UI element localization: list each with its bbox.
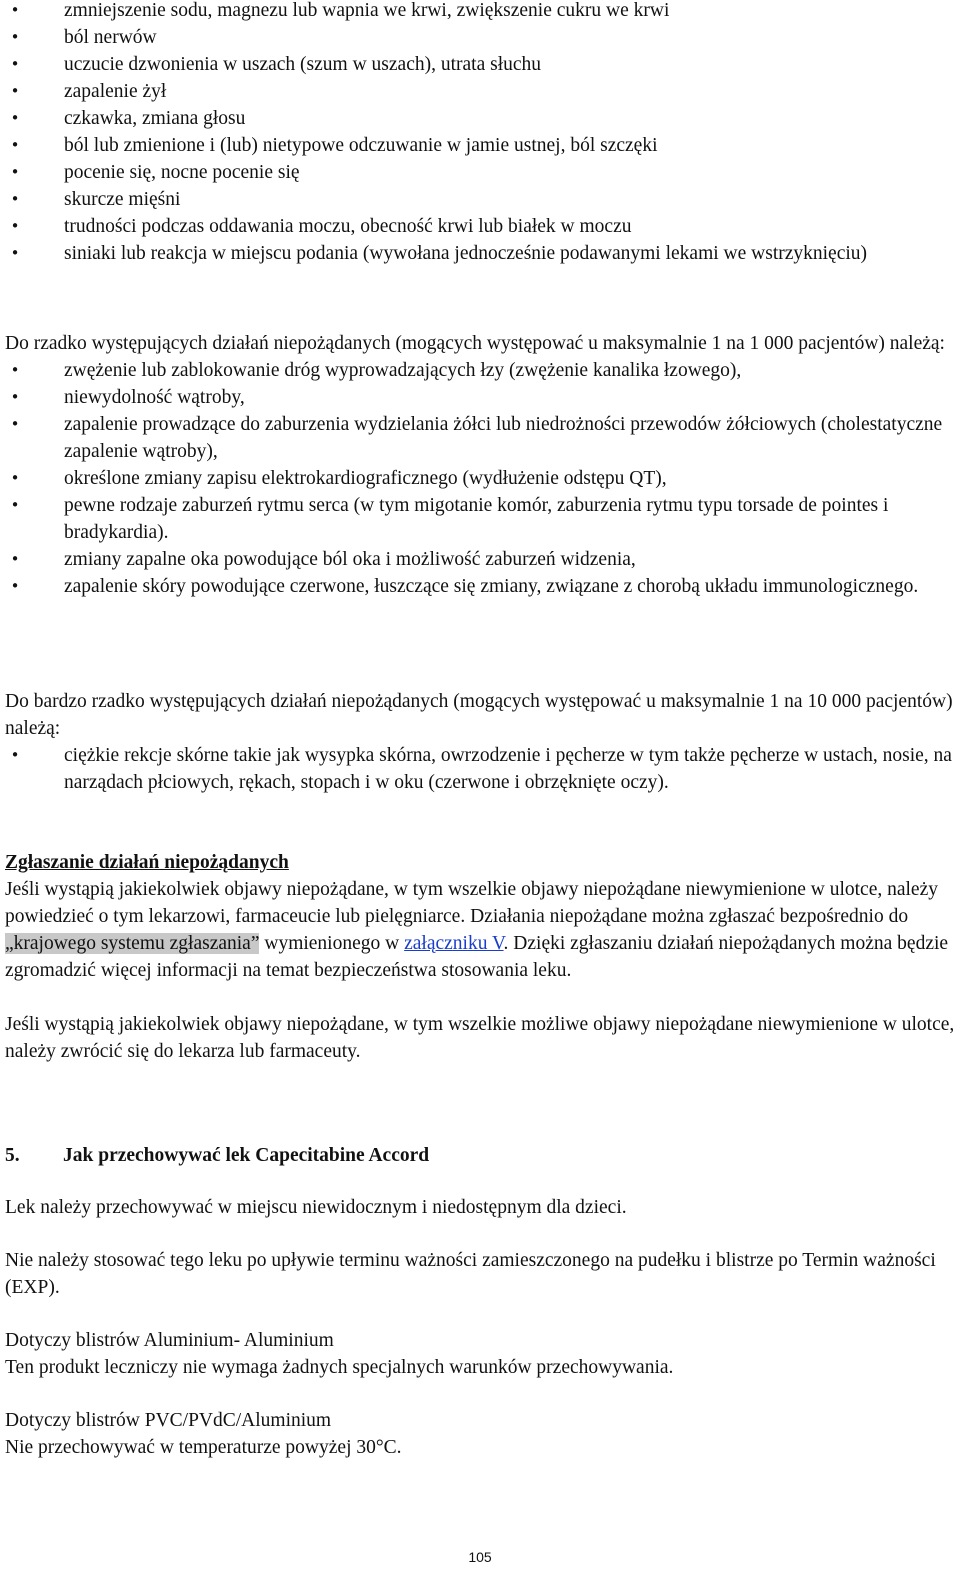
list-item [5,384,957,411]
section-5-title: Jak przechowywać lek Capecitabine Accord [63,1145,430,1166]
list-item-text: zwężenie lub zablokowanie dróg wyprowadzających łzy (zwężenie kanalika łzowego), [64,360,742,381]
bullet-icon: • [10,28,20,46]
bullet-icon: • [10,82,20,100]
list-item-text: zapalenie żył [64,81,167,102]
reporting-text-3: wymienionego w [259,933,405,954]
list-item-text: czkawka, zmiana głosu [64,108,246,129]
list-item [5,0,957,24]
list-item [5,186,957,213]
storage-paragraph-1: Lek należy przechowywać w miejscu niewidocznym i niedostępnym dla dzieci. [5,1197,627,1218]
bullet-icon: • [10,388,20,406]
list-item-text: ból lub zmienione i (lub) nietypowe odczuwanie w jamie ustnej, ból szczęki [64,135,658,156]
bullet-icon: • [10,746,20,764]
bullet-icon: • [10,496,20,514]
list-item [5,78,957,105]
list-item [5,492,957,546]
bullet-icon: • [10,109,20,127]
blister-alu-heading: Dotyczy blistrów Aluminium- Aluminium [5,1330,334,1351]
list-item-text: zmniejszenie sodu, magnezu lub wapnia we krwi, zwiększenie cukru we krwi [64,0,670,21]
list-item [5,24,957,51]
list-item [5,742,957,796]
list-item-text: zapalenie prowadzące do zaburzenia wydzielania żółci lub niedrożności przewodów żółciowych (cholestatyczne zapalenie wątroby), [64,414,943,462]
list-item [5,411,957,465]
reporting-paragraph [5,876,957,984]
list-item [5,51,957,78]
section-5 [5,1142,957,1461]
very-rare-side-effects-section [5,688,957,796]
list-item-text: uczucie dzwonienia w uszach (szum w uszach), utrata słuchu [64,54,542,75]
bullet-icon: • [10,361,20,379]
reporting-paragraph-2: Jeśli wystąpią jakiekolwiek objawy niepożądane, w tym wszelkie możliwe objawy niepożądane niewymienione w ulotce, należy zwrócić się do lekarza lub farmaceuty. [5,1014,955,1062]
list-item-text: ból nerwów [64,27,157,48]
section-5-heading [5,1142,957,1169]
list-item-text: pocenie się, nocne pocenie się [64,162,300,183]
list-item-text: trudności podczas oddawania moczu, obecność krwi lub białek w moczu [64,216,632,237]
reporting-text-4: . Dzięki zgłaszaniu działań niepożądanych można będzie zgromadzić więcej informacji na temat bezpieczeństwa stosowania leku. [5,933,949,981]
bullet-icon: • [10,550,20,568]
list-item-text: siniaki lub reakcja w miejscu podania (wywołana jednocześnie podawanymi lekami we wstrzyknięciu) [64,243,868,264]
list-item [5,159,957,186]
list-item-text: zapalenie skóry powodujące czerwone, łuszczące się zmiany, związane z chorobą układu immunologicznego. [64,576,919,597]
bullet-icon: • [10,469,20,487]
bullet-icon: • [10,55,20,73]
reporting-section [5,849,957,1065]
blister-pvc-text: Nie przechowywać w temperaturze powyżej 30°C. [5,1437,402,1458]
list-item-text: skurcze mięśni [64,189,181,210]
list-item [5,573,957,600]
list-item-text: zmiany zapalne oka powodujące ból oka i możliwość zaburzeń widzenia, [64,549,636,570]
bullet-icon: • [10,577,20,595]
reporting-heading: Zgłaszanie działań niepożądanych [5,852,289,873]
rare-side-effects-section [5,330,957,600]
bullet-icon: • [10,244,20,262]
bullet-icon: • [10,1,20,19]
list-item [5,546,957,573]
blister-pvc-heading: Dotyczy blistrów PVC/PVdC/Aluminium [5,1410,332,1431]
annex-v-link[interactable]: załączniku V [404,933,504,954]
page-number: 105 [468,1549,492,1565]
section-5-number: 5. [5,1145,20,1166]
list-item-text: pewne rodzaje zaburzeń rytmu serca (w tym migotanie komór, zaburzenia rytmu typu torsade de pointes i bradykardia). [64,495,889,543]
reporting-text-2: Działania niepożądane można zgłaszać bezpośrednio do [465,906,909,927]
bullet-icon: • [10,217,20,235]
blister-alu-text: Ten produkt leczniczy nie wymaga żadnych specjalnych warunków przechowywania. [5,1357,674,1378]
reporting-text-1: Jeśli wystąpią jakiekolwiek objawy niepożądane, w tym wszelkie objawy niepożądane niewymienione w ulotce, należy powiedzieć o tym lekarzowi, farmaceucie lub pielęgniarce. [5,879,938,927]
side-effects-list-common [5,0,957,267]
very-rare-intro: Do bardzo rzadko występujących działań niepożądanych (mogących występować u maksymalnie 1 na 10 000 pacjentów) należą: [5,691,953,739]
list-item [5,465,957,492]
list-item [5,132,957,159]
list-item [5,105,957,132]
bullet-icon: • [10,190,20,208]
list-item-text: niewydolność wątroby, [64,387,245,408]
bullet-icon: • [10,415,20,433]
storage-paragraph-2: Nie należy stosować tego leku po upływie terminu ważności zamieszczonego na pudełku i blistrze po Termin ważności (EXP). [5,1250,936,1298]
list-item [5,357,957,384]
bullet-icon: • [10,163,20,181]
rare-intro: Do rzadko występujących działań niepożądanych (mogących występować u maksymalnie 1 na 1 000 pacjentów) należą: [5,333,945,354]
bullet-icon: • [10,136,20,154]
list-item-text: określone zmiany zapisu elektrokardiograficznego (wydłużenie odstępu QT), [64,468,667,489]
list-item-text: ciężkie rekcje skórne takie jak wysypka skórna, owrzodzenie i pęcherze w tym także pęcherze w ustach, nosie, na narządach płciowych, rękach, stopach i w oku (czerwone i obrzęknięte oczy). [64,745,952,793]
national-reporting-system-highlight: „krajowego systemu zgłaszania” [5,933,260,954]
list-item [5,240,957,267]
list-item [5,213,957,240]
